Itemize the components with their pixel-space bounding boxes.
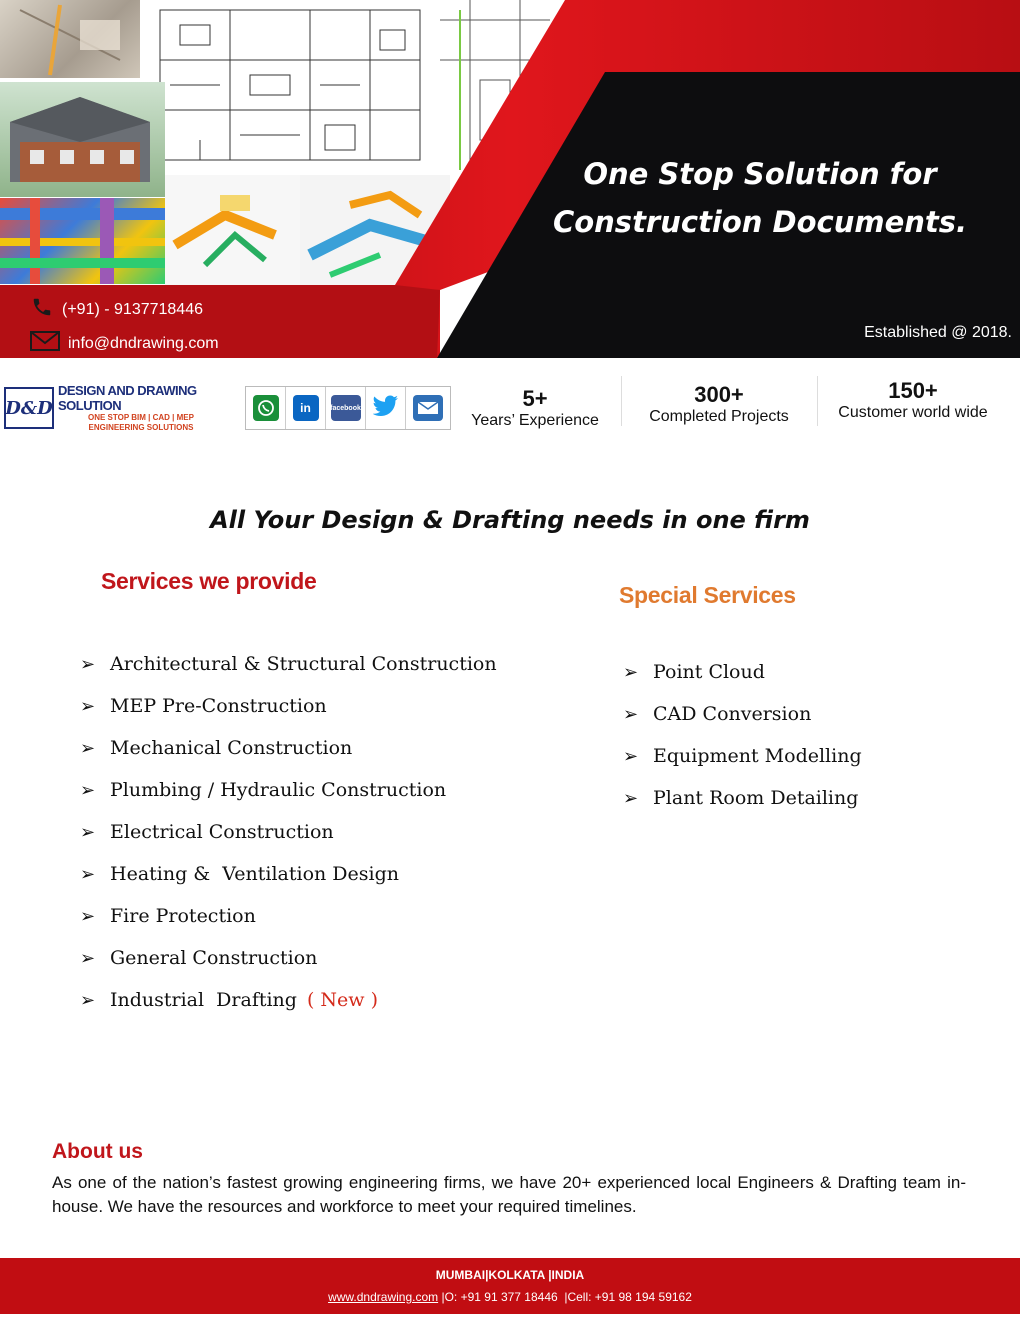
- list-item: [623, 651, 862, 693]
- stat-customers: [820, 378, 1006, 422]
- established-text: Established @ 2018.: [864, 324, 1012, 341]
- list-item: [80, 811, 497, 853]
- logo-stats-row: [0, 360, 1020, 460]
- email-address: info@dndrawing.com: [68, 334, 219, 352]
- services-list: [80, 643, 497, 1021]
- tagline-line-1: One Stop Solution for: [583, 157, 937, 191]
- service-label: MEP Pre-Construction: [110, 695, 327, 717]
- service-label: Architectural & Structural Construction: [110, 653, 497, 675]
- mail-icon: [413, 395, 443, 421]
- about-text: As one of the nation’s fastest growing engineering firms, we have 20+ experienced local Engineers & Drafting team in-house. We have the resources and workforce to meet your required timelines.: [52, 1173, 966, 1216]
- logo-mark: D&D: [4, 387, 54, 429]
- arrow-bullet-icon: ➢: [80, 905, 96, 927]
- arrow-bullet-icon: ➢: [623, 661, 639, 683]
- footer: [0, 1258, 1020, 1314]
- special-services-title: Special Services: [619, 582, 796, 608]
- arrow-bullet-icon: ➢: [80, 779, 96, 801]
- main-headline: All Your Design & Drafting needs in one firm: [210, 506, 810, 534]
- footer-contact: [0, 1290, 1020, 1304]
- list-item: [623, 735, 862, 777]
- list-item: [80, 895, 497, 937]
- arrow-bullet-icon: ➢: [80, 695, 96, 717]
- stat-projects-value: 300+: [694, 382, 744, 407]
- social-email[interactable]: [406, 387, 450, 429]
- service-label: Electrical Construction: [110, 821, 334, 843]
- footer-phones: |O: +91 91 377 18446 |Cell: +91 98 194 59162: [438, 1290, 692, 1304]
- list-item: [80, 643, 497, 685]
- banner-tagline: [540, 150, 980, 246]
- stat-projects-label: Completed Projects: [649, 408, 789, 425]
- special-service-label: Equipment Modelling: [653, 745, 862, 767]
- stat-years-value: 5+: [522, 386, 548, 411]
- about-title: About us: [52, 1140, 143, 1163]
- stat-divider: [817, 376, 818, 426]
- website-link[interactable]: www.dndrawing.com: [328, 1290, 439, 1304]
- service-label: Fire Protection: [110, 905, 256, 927]
- arrow-bullet-icon: ➢: [623, 787, 639, 809]
- list-item: [80, 979, 497, 1021]
- logo-text: [58, 383, 224, 433]
- stat-divider: [621, 376, 622, 426]
- special-service-label: Plant Room Detailing: [653, 787, 859, 809]
- email-contact[interactable]: [30, 331, 219, 356]
- arrow-bullet-icon: ➢: [80, 863, 96, 885]
- facebook-icon: facebook: [331, 395, 361, 421]
- envelope-icon: [30, 331, 60, 356]
- stat-customers-label: Customer world wide: [838, 404, 988, 421]
- phone-contact[interactable]: [30, 296, 203, 323]
- twitter-icon: [373, 395, 399, 422]
- company-name: DESIGN AND DRAWING SOLUTION: [58, 383, 197, 413]
- social-twitter[interactable]: [366, 387, 406, 429]
- tagline-line-2: Construction Documents.: [552, 205, 968, 239]
- arrow-bullet-icon: ➢: [80, 653, 96, 675]
- list-item: [623, 693, 862, 735]
- company-subtitle-2: ENGINEERING SOLUTIONS: [88, 423, 194, 432]
- list-item: [80, 727, 497, 769]
- service-label: Heating & Ventilation Design: [110, 863, 399, 885]
- list-item: [80, 769, 497, 811]
- special-service-label: CAD Conversion: [653, 703, 812, 725]
- list-item: [80, 853, 497, 895]
- new-badge: ( New ): [306, 989, 379, 1011]
- stat-customers-value: 150+: [888, 378, 938, 403]
- social-facebook[interactable]: [326, 387, 366, 429]
- stat-projects: [634, 382, 804, 426]
- service-label: Industrial Drafting: [110, 989, 297, 1011]
- arrow-bullet-icon: ➢: [80, 821, 96, 843]
- arrow-bullet-icon: ➢: [80, 737, 96, 759]
- special-services-list: [623, 651, 862, 819]
- stat-years: [460, 386, 610, 430]
- phone-number: (+91) - 9137718446: [62, 300, 203, 318]
- social-linkedin[interactable]: [286, 387, 326, 429]
- arrow-bullet-icon: ➢: [80, 947, 96, 969]
- stat-years-label: Years’ Experience: [471, 412, 599, 429]
- arrow-bullet-icon: ➢: [80, 989, 96, 1011]
- company-logo[interactable]: [4, 384, 224, 432]
- special-service-label: Point Cloud: [653, 661, 765, 683]
- service-label: General Construction: [110, 947, 318, 969]
- linkedin-icon: in: [293, 395, 319, 421]
- arrow-bullet-icon: ➢: [623, 703, 639, 725]
- services-title: Services we provide: [101, 568, 317, 594]
- phone-icon: [30, 296, 54, 323]
- header-banner: [0, 0, 1020, 358]
- social-links: [245, 386, 451, 430]
- whatsapp-icon: [253, 395, 279, 421]
- company-subtitle-1: ONE STOP BIM | CAD | MEP: [88, 413, 194, 422]
- service-label: Plumbing / Hydraulic Construction: [110, 779, 447, 801]
- service-label: Mechanical Construction: [110, 737, 353, 759]
- social-whatsapp[interactable]: [246, 387, 286, 429]
- list-item: [80, 937, 497, 979]
- list-item: [623, 777, 862, 819]
- list-item: [80, 685, 497, 727]
- arrow-bullet-icon: ➢: [623, 745, 639, 767]
- footer-cities: MUMBAI|KOLKATA |INDIA: [435, 1268, 585, 1282]
